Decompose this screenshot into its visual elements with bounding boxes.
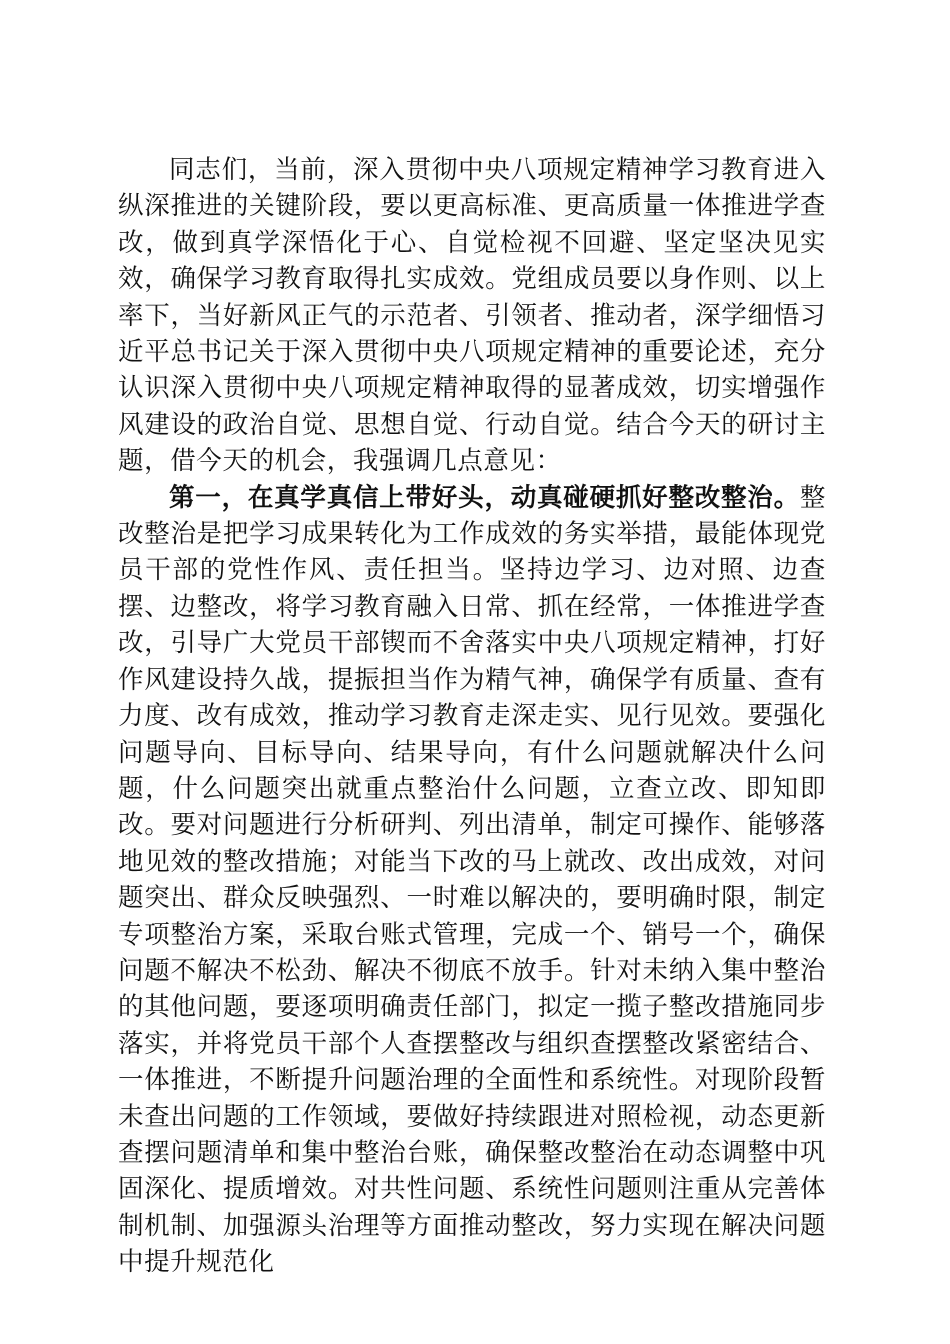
document-body [118, 152, 826, 1281]
section-1-heading: 第一，在真学真信上带好头，动真碰硬抓好整改整治。 [169, 482, 800, 513]
section-1-body: 整改整治是把学习成果转化为工作成效的务实举措，最能体现党员干部的党性作风、责任担当。坚持边学习、边对照、边查摆、边整改，将学习教育融入日常、抓在经常，一体推进学查改，引导广大党员干部锲而不舍落实中央八项规定精神，打好作风建设持久战，提振担当作为精气神，确保学有质量、查有力度、改有成效，推动学习教育走深走实、见行见效。要强化问题导向、目标导向、结果导向，有什么问题就解决什么问题，什么问题突出就重点整治什么问题，立查立改、即知即改。要对问题进行分析研判、列出清单，制定可操作、能够落地见效的整改措施；对能当下改的马上就改、改出成效，对问题突出、群众反映强烈、一时难以解决的，要明确时限，制定专项整治方案，采取台账式管理，完成一个、销号一个，确保问题不解决不松劲、解决不彻底不放手。针对未纳入集中整治的其他问题，要逐项明确责任部门，拟定一揽子整改措施同步落实，并将党员干部个人查摆整改与组织查摆整改紧密结合、一体推进，不断提升问题治理的全面性和系统性。对现阶段暂未查出问题的工作领域，要做好持续跟进对照检视，动态更新查摆问题清单和集中整治台账，确保整改整治在动态调整中巩固深化、提质增效。对共性问题、系统性问题则注重从完善体制机制、加强源头治理等方面推动整改，努力实现在解决问题中提升规范化 [118, 482, 826, 1278]
paragraph-section-1 [118, 480, 826, 1281]
paragraph-intro-text: 同志们，当前，深入贯彻中央八项规定精神学习教育进入纵深推进的关键阶段，要以更高标准、更高质量一体推进学查改，做到真学深悟化于心、自觉检视不回避、坚定坚决见实效，确保学习教育取得扎实成效。党组成员要以身作则、以上率下，当好新风正气的示范者、引领者、推动者，深学细悟习近平总书记关于深入贯彻中央八项规定精神的重要论述，充分认识深入贯彻中央八项规定精神取得的显著成效，切实增强作风建设的政治自觉、思想自觉、行动自觉。结合今天的研讨主题，借今天的机会，我强调几点意见： [118, 155, 826, 477]
paragraph-intro [118, 152, 826, 480]
